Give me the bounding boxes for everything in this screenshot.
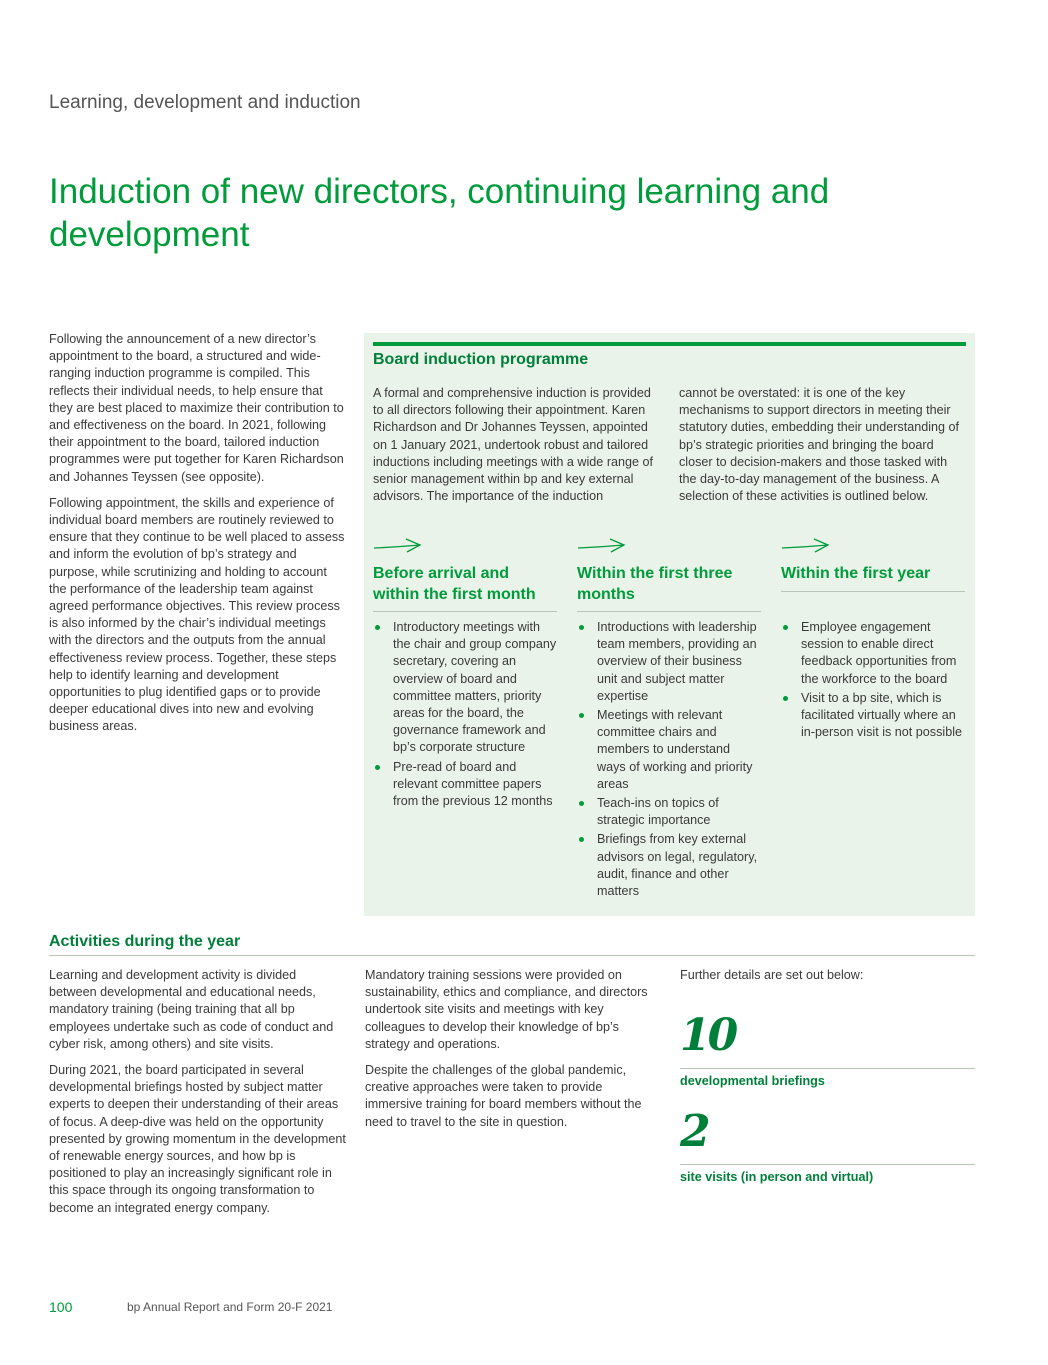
intro-paragraph-2: Following appointment, the skills and experience of individual board members are routinely reviewed to ensure that they continue to be well placed to assess and inform the evolution of bp’s strategy and purpose, while scrutinizing and holding to account the performance of the leadership team against agreed performance objectives. This review process is also informed by the chair’s individual meetings with the directors and the outputs from the annual effectiveness review process. Together, these steps help to identify learning and development opportunities to plug identified gaps or to provide deeper educational dives into new and evolving business areas. bbox=[49, 495, 345, 734]
activities-paragraph: During 2021, the board participated in several developmental briefings hosted by subject matter experts to deepen their understanding of their areas of focus. A deep-dive was held on the opportunity presented by growing momentum in the development of renewable energy sources, and how bp is positioned to play an increasingly significant role in this space through its ongoing transformation to become an integrated energy company. bbox=[49, 1063, 346, 1215]
stat-label-briefings: developmental briefings bbox=[680, 1074, 825, 1088]
column-heading-first-year: Within the first year bbox=[781, 564, 965, 592]
stat-rule bbox=[680, 1068, 975, 1069]
activities-title: Activities during the year bbox=[49, 933, 241, 950]
publication-title: bp Annual Report and Form 20-F 2021 bbox=[127, 1300, 333, 1314]
list-item: Meetings with relevant committee chairs and members to understand ways of working and priority areas bbox=[577, 707, 761, 793]
section-label: Learning, development and induction bbox=[49, 92, 361, 113]
activities-paragraph: Despite the challenges of the global pandemic, creative approaches were taken to provide immersive training for board members without the need to travel to the site in question. bbox=[365, 1063, 642, 1129]
board-induction-text-right: cannot be overstated: it is one of the key mechanisms to support directors in meeting their statutory duties, embedding their understanding of bp’s strategic priorities and bringing the board closer to decision-makers and those tasked with the day-to-day management of the business. A selection of these activities is outlined below. bbox=[679, 386, 960, 504]
three-months-list bbox=[577, 619, 761, 902]
arrow-right-icon bbox=[577, 536, 627, 556]
activities-column-2 bbox=[365, 967, 655, 1140]
list-item: Briefings from key external advisors on legal, regulatory, audit, finance and other matters bbox=[577, 831, 761, 900]
stat-value-briefings: 10 bbox=[680, 1010, 736, 1061]
stat-label-site-visits: site visits (in person and virtual) bbox=[680, 1170, 874, 1184]
intro-paragraph-1: Following the announcement of a new director’s appointment to the board, a structured and wide-ranging induction programme is compiled. This reflects their individual needs, to help ensure that they are best placed to maximize their contribution to and effectiveness on the board. In 2021, following their appointment to the board, tailored induction programmes were put together for Karen Richardson and Johannes Teyssen (see opposite). bbox=[49, 332, 344, 484]
activities-paragraph: Mandatory training sessions were provided on sustainability, ethics and compliance, and directors undertook site visits and meetings with key colleagues to develop their knowledge of bp’s strategy and operations. bbox=[365, 968, 648, 1051]
stat-rule bbox=[680, 1164, 975, 1165]
board-induction-text-left: A formal and comprehensive induction is provided to all directors following their appointment. Karen Richardson and Dr Johannes Teyssen, appointed on 1 January 2021, undertook robust and tailored inductions including meetings with a wide range of senior management within bp and key external advisors. The importance of the induction bbox=[373, 386, 654, 504]
stat-value-site-visits: 2 bbox=[680, 1106, 708, 1157]
activities-column-1 bbox=[49, 967, 347, 1226]
list-item: Visit to a bp site, which is facilitated virtually where an in-person visit is not possible bbox=[781, 690, 965, 742]
first-month-list bbox=[373, 619, 557, 812]
list-item: Teach-ins on topics of strategic importance bbox=[577, 795, 761, 829]
page-number: 100 bbox=[49, 1299, 73, 1315]
further-details-text: Further details are set out below: bbox=[680, 968, 864, 982]
arrow-right-icon bbox=[373, 536, 423, 556]
list-item: Introductory meetings with the chair and group company secretary, covering an overview of board and committee matters, priority areas for the board, the governance framework and bp’s corporate structure bbox=[373, 619, 557, 757]
column-heading-three-months: Within the first three months bbox=[577, 564, 761, 612]
activities-paragraph: Learning and development activity is divided between developmental and educational needs, mandatory training (being training that all bp employees undertake such as code of conduct and cyber risk, among others) and site visits. bbox=[49, 968, 334, 1051]
board-induction-title: Board induction programme bbox=[373, 351, 589, 368]
activities-rule bbox=[49, 955, 975, 956]
panel-top-rule bbox=[373, 342, 966, 346]
list-item: Introductions with leadership team members, providing an overview of their business unit and subject matter expertise bbox=[577, 619, 761, 705]
column-heading-first-month: Before arrival and within the first month bbox=[373, 564, 557, 612]
intro-text bbox=[49, 331, 347, 745]
arrow-right-icon bbox=[781, 536, 831, 556]
list-item: Employee engagement session to enable direct feedback opportunities from the workforce to the board bbox=[781, 619, 965, 688]
page-title: Induction of new directors, continuing learning and development bbox=[49, 172, 830, 254]
first-year-list bbox=[781, 619, 965, 743]
list-item: Pre-read of board and relevant committee papers from the previous 12 months bbox=[373, 759, 557, 811]
